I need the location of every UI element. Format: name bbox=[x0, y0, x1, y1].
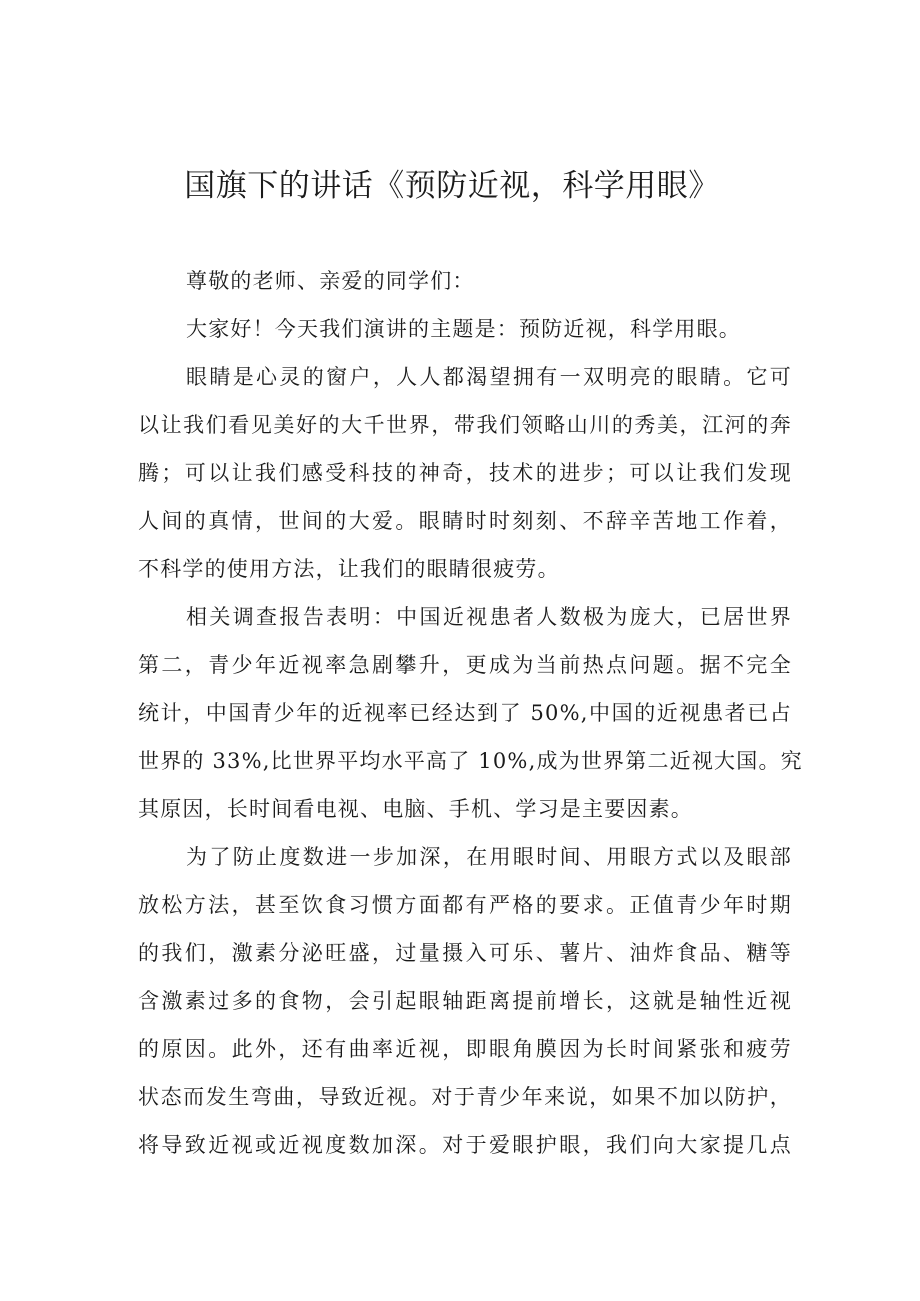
paragraph-line: 腾；可以让我们感受科技的神奇，技术的进步；可以让我们发现 bbox=[138, 461, 792, 485]
paragraph-line: 其原因，长时间看电视、电脑、手机、学习是主要因素。 bbox=[138, 797, 693, 821]
paragraph-line: 统计，中国青少年的近视率已经达到了 50%,中国的近视患者已占 bbox=[138, 701, 792, 725]
paragraph-line: 的我们，激素分泌旺盛，过量摄入可乐、薯片、油炸食品、糖等 bbox=[138, 941, 792, 965]
paragraph-line: 第二，青少年近视率急剧攀升，更成为当前热点问题。据不完全 bbox=[138, 653, 792, 677]
document-title: 国旗下的讲话《预防近视，科学用眼》 bbox=[184, 168, 720, 204]
greeting-line: 尊敬的老师、亲爱的同学们： bbox=[186, 269, 475, 293]
paragraph-line: 为了防止度数进一步加深，在用眼时间、用眼方式以及眼部 bbox=[186, 845, 792, 869]
paragraph-line: 放松方法，甚至饮食习惯方面都有严格的要求。正值青少年时期 bbox=[138, 893, 792, 917]
paragraph-line: 含激素过多的食物，会引起眼轴距离提前增长，这就是轴性近视 bbox=[138, 989, 792, 1013]
paragraph-line: 人间的真情，世间的大爱。眼睛时时刻刻、不辞辛苦地工作着， bbox=[138, 509, 792, 533]
paragraph-line: 大家好！今天我们演讲的主题是：预防近视，科学用眼。 bbox=[186, 317, 741, 341]
paragraph-line: 的原因。此外，还有曲率近视，即眼角膜因为长时间紧张和疲劳 bbox=[138, 1037, 792, 1061]
paragraph-line: 以让我们看见美好的大千世界，带我们领略山川的秀美，江河的奔 bbox=[138, 413, 792, 437]
paragraph-line: 世界的 33%,比世界平均水平高了 10%,成为世界第二近视大国。究 bbox=[138, 749, 803, 773]
paragraph-line: 眼睛是心灵的窗户，人人都渴望拥有一双明亮的眼睛。它可 bbox=[186, 365, 792, 389]
paragraph-line: 不科学的使用方法，让我们的眼睛很疲劳。 bbox=[138, 557, 560, 581]
paragraph-line: 将导致近视或近视度数加深。对于爱眼护眼，我们向大家提几点 bbox=[138, 1133, 792, 1157]
paragraph-line: 相关调查报告表明：中国近视患者人数极为庞大，已居世界 bbox=[186, 605, 792, 629]
paragraph-line: 状态而发生弯曲，导致近视。对于青少年来说，如果不加以防护， bbox=[138, 1085, 792, 1109]
